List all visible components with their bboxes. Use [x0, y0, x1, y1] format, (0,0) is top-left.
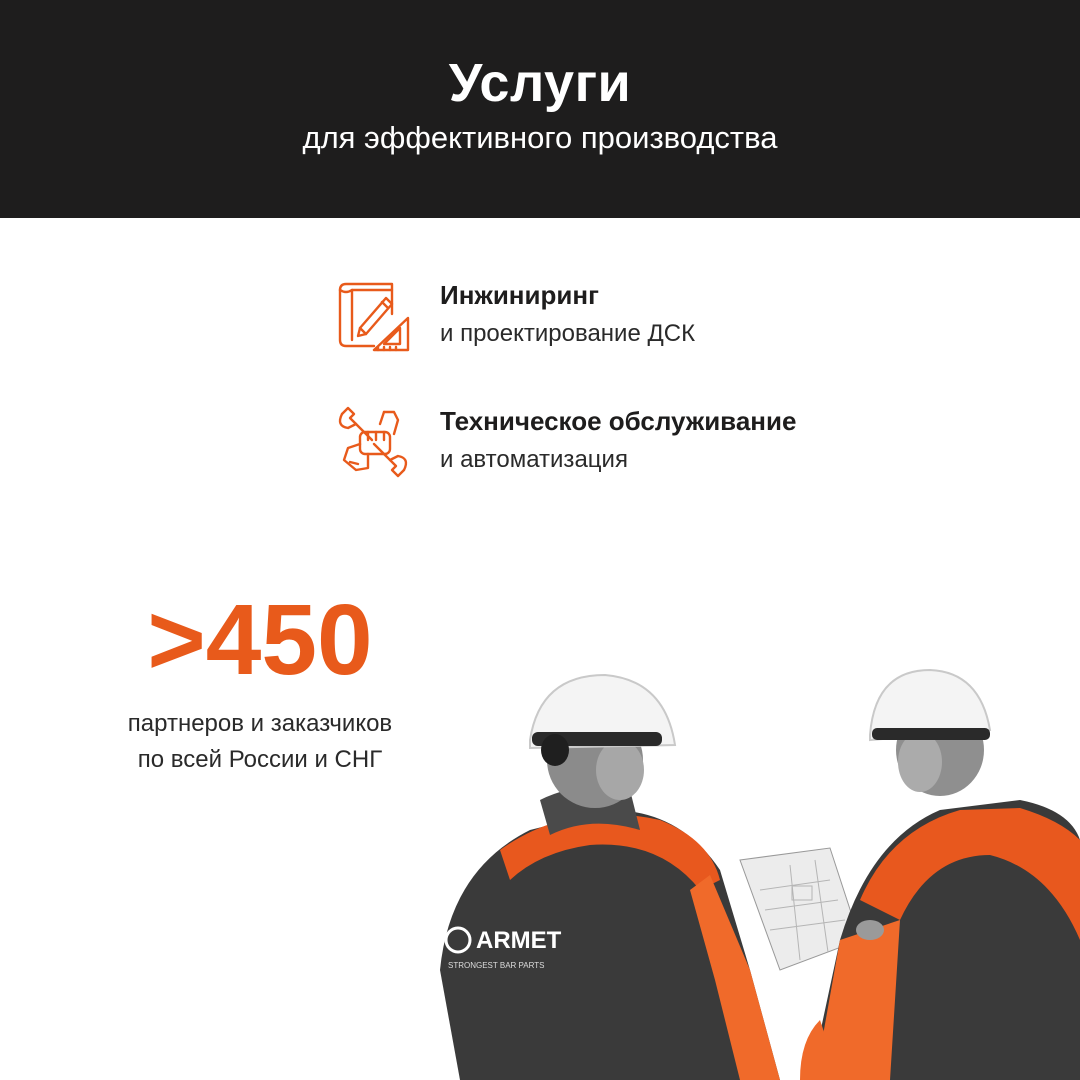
service-maintenance [334, 404, 894, 494]
service-engineering [334, 278, 894, 368]
armet-logo-text: ARMET [476, 927, 562, 954]
worker-left-illustration [440, 675, 780, 1080]
blueprint-icon [334, 278, 412, 356]
page-subtitle: для эффективного производства [302, 120, 778, 155]
caption-line: по всей России и СНГ [137, 746, 383, 773]
page-title: Услуги [448, 53, 632, 113]
wrench-hand-icon [334, 404, 412, 482]
service-description: и проектирование ДСК [440, 320, 696, 347]
service-name: Техническое обслуживание [440, 406, 797, 436]
armet-tagline-text: STRONGEST BAR PARTS [448, 961, 545, 970]
worker-right-illustration [800, 670, 1080, 1080]
partners-count: >450 [147, 584, 373, 696]
workers-photo [420, 640, 1080, 1080]
service-name: Инжиниринг [440, 280, 599, 310]
service-description: и автоматизация [440, 446, 628, 473]
caption-line: партнеров и заказчиков [127, 710, 393, 737]
header-banner [0, 0, 1080, 218]
partners-caption [60, 706, 460, 778]
